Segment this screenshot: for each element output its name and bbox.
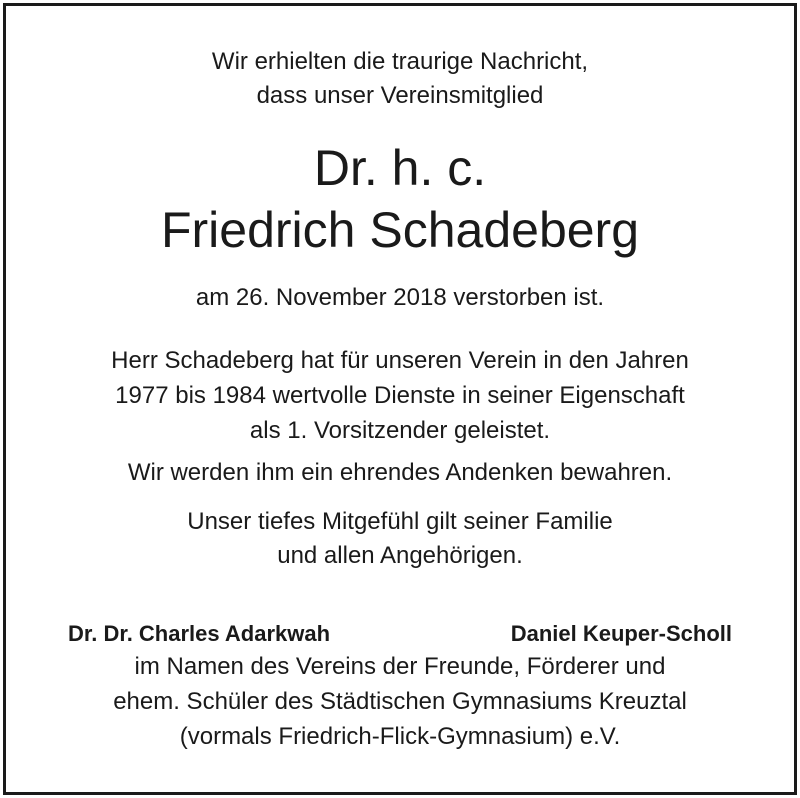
organization-line-3: (vormals Friedrich-Flick-Gymnasium) e.V. <box>179 723 621 750</box>
intro-line-2: dass unser Vereinsmitglied <box>256 82 544 109</box>
sympathy-line-2: und allen Angehörigen. <box>277 542 523 569</box>
sympathy-line-1: Unser tiefes Mitgefühl gilt seiner Familie <box>187 508 613 535</box>
intro-line-1: Wir erhielten die traurige Nachricht, <box>211 48 589 75</box>
service-line-3: als 1. Vorsitzender geleistet. <box>249 417 551 444</box>
organization-line-2: ehem. Schüler des Städtischen Gymnasiums Kreuztal <box>113 688 687 715</box>
date-of-death-line: am 26. November 2018 verstorben ist. <box>195 284 605 311</box>
service-line-1: Herr Schadeberg hat für unseren Verein in den Jahren <box>111 347 689 374</box>
service-line-2: 1977 bis 1984 wertvolle Dienste in seiner Eigenschaft <box>115 382 685 409</box>
memory-line: Wir werden ihm ein ehrendes Andenken bewahren. <box>127 459 673 486</box>
signer-2-name: Daniel Keuper-Scholl <box>510 621 732 646</box>
organization-line-1: im Namen des Vereins der Freunde, Förderer und <box>134 653 666 680</box>
deceased-title: Dr. h. c. <box>313 140 487 196</box>
signer-1-name: Dr. Dr. Charles Adarkwah <box>68 621 331 646</box>
deceased-name: Friedrich Schadeberg <box>160 202 640 258</box>
